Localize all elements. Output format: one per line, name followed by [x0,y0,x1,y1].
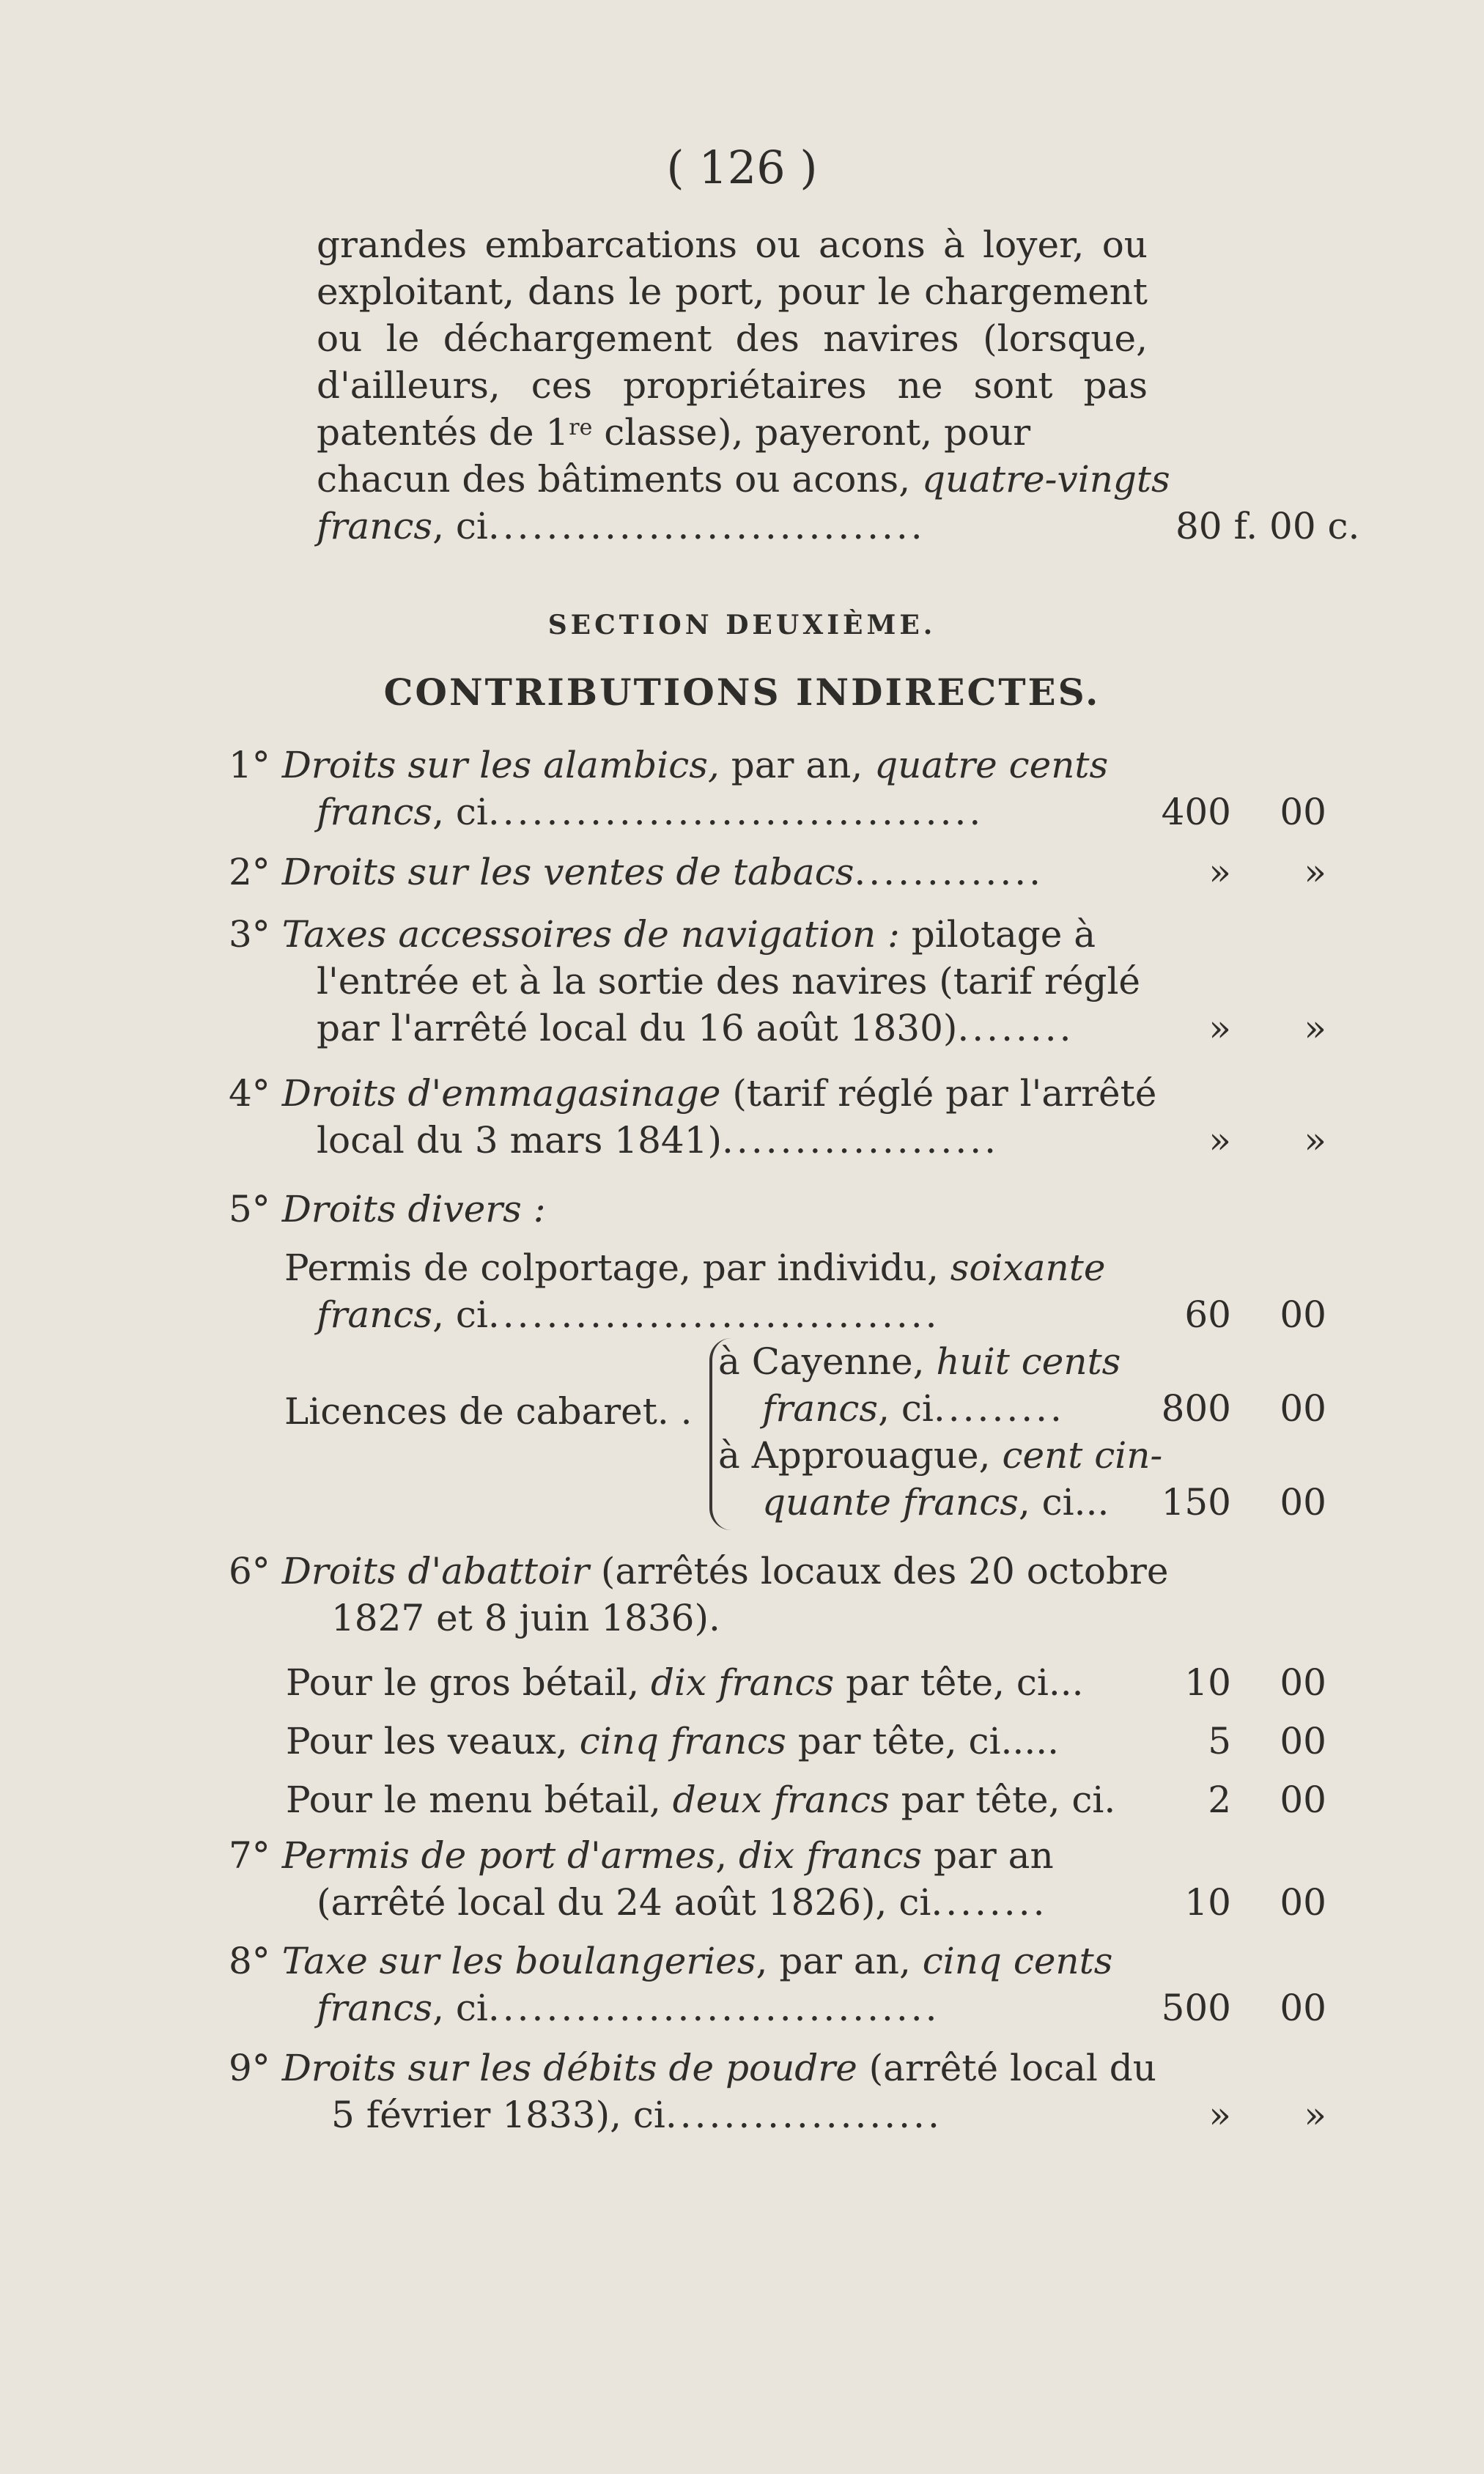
item-2-number: 2° [229,851,270,893]
cabaret-cayenne-words: huit cents [936,1340,1121,1383]
veaux-amount-2: 00 [1280,1720,1326,1762]
colportage-francs: francs [317,1293,433,1336]
intro-line-5-sup: re [569,415,593,440]
menu-betail-ci: par tête, ci. [889,1779,1116,1821]
item-9-amount-1: » [1208,2094,1231,2136]
item-1-number: 1° [229,744,270,786]
item-4-text-2: local du 3 mars 1841) [317,1119,723,1162]
item-6-line-1 [229,1548,1169,1595]
veaux-amount-1: 5 [1208,1720,1231,1762]
item-7-number: 7° [229,1834,270,1877]
item-7-line-1 [229,1832,1054,1879]
item-6-number: 6° [229,1550,270,1592]
item-1-text-1: par an, [719,744,875,786]
item-9-line-1 [229,2045,1156,2091]
item-9-text-2: 5 février 1833), ci [331,2094,665,2136]
cabaret-francs: francs [762,1387,879,1430]
item-8-amount-2: 00 [1280,1987,1326,2029]
item-1-line-2 [317,789,983,835]
item-3-line-1 [229,911,1096,958]
item-8-amount-1: 500 [1161,1987,1231,2029]
item-8-text-1: , par an, [756,1940,923,1982]
intro-line-4: d'ailleurs, ces propriétaires ne sont pas [317,364,1148,407]
veaux-line [286,1718,1059,1765]
item-4-line-1 [229,1070,1156,1117]
veaux-ci: par tête, ci..... [786,1720,1059,1762]
item-2-title: Droits sur les ventes de tabacs [281,851,854,893]
gros-betail-text: Pour le gros bétail, [286,1661,651,1704]
item-9-line-2 [331,2091,942,2138]
cabaret-approuague-ci: , ci... [1018,1481,1110,1524]
item-9-dots: ................... [665,2094,942,2136]
item-4-line-2 [317,1117,999,1164]
item-8-line-2 [317,1984,940,2031]
item-8-francs: francs [317,1987,433,2029]
item-4-title: Droits d'emmagasinage [281,1072,721,1115]
item-4-amount-1: » [1208,1119,1231,1162]
item-3-line-2: l'entrée et à la sortie des navires (tarif réglé [317,960,1141,1002]
menu-betail-line [286,1776,1115,1823]
colportage-amount-1: 60 [1184,1293,1231,1336]
cabaret-ci: , ci [878,1387,934,1430]
cabaret-line-3 [718,1432,1162,1479]
gros-betail-price: dix francs [651,1661,835,1704]
intro-line-3: ou le déchargement des navires (lorsque, [317,317,1148,360]
cabaret-cayenne-amount-2: 00 [1280,1387,1326,1430]
item-7-text-3: par an [922,1834,1054,1877]
item-8-ci: , ci [432,1987,488,2029]
intro-line-7a: francs [317,505,433,547]
menu-betail-price: deux francs [672,1779,890,1821]
intro-line-7b: , ci [432,505,488,547]
cabaret-line-1 [718,1338,1121,1385]
intro-line-5a: patentés de 1 [317,411,569,454]
veaux-price: cinq francs [579,1720,786,1762]
item-6-text-1: (arrêtés locaux des 20 octobre [589,1550,1169,1592]
item-2-line-1 [229,849,1044,896]
cabaret-line-4 [762,1479,1109,1526]
intro-line-2: exploitant, dans le port, pour le chargement [317,270,1148,313]
item-8-dots: ............................... [487,1987,940,2029]
item-9-number: 9° [229,2047,270,2089]
item-6-line-2: 1827 et 8 juin 1836). [331,1597,720,1639]
item-1-text-2: quatre cents [874,744,1109,786]
item-7-text-4: (arrêté local du 24 août 1826), ci [317,1881,931,1924]
cabaret-approuague-amount-1: 150 [1161,1481,1231,1524]
gros-betail-ci: par tête, ci... [834,1661,1084,1704]
colportage-dots: ............................... [487,1293,940,1336]
item-4-number: 4° [229,1072,270,1115]
gros-betail-amount-1: 10 [1184,1661,1231,1704]
intro-dots: .............................. [487,505,926,547]
item-7-text-1: , [715,1834,739,1877]
colportage-line-2 [317,1291,940,1338]
section-title: SECTION DEUXIÈME. [547,610,937,640]
item-1-amount-1: 400 [1161,791,1231,833]
colportage-line-1 [284,1244,1105,1291]
menu-betail-amount-2: 00 [1280,1779,1326,1821]
item-4-text-1: (tarif réglé par l'arrêté [720,1072,1157,1115]
item-4-amount-2: » [1304,1119,1326,1162]
main-heading: CONTRIBUTIONS INDIRECTES. [383,671,1101,714]
item-7-line-2 [317,1879,1048,1926]
cabaret-cayenne-amount-1: 800 [1161,1387,1231,1430]
item-3-amount-1: » [1208,1007,1231,1049]
item-3-amount-2: » [1304,1007,1326,1049]
item-3-title: Taxes accessoires de navigation : [281,913,900,956]
cabaret-dots: ......... [933,1387,1065,1430]
item-9-amount-2: » [1304,2094,1326,2136]
item-8-text-2: cinq cents [922,1940,1113,1982]
item-1-dots: .................................. [487,791,984,833]
gros-betail-line [286,1659,1084,1706]
gros-betail-amount-2: 00 [1280,1661,1326,1704]
cabaret-line-2 [762,1385,1065,1432]
item-7-title: Permis de port d'armes [281,1834,716,1877]
item-3-text-1: pilotage à [899,913,1096,956]
item-8-line-1 [229,1938,1112,1984]
item-2-amount-2: » [1304,851,1326,893]
item-1-amount-2: 00 [1280,791,1326,833]
colportage-ci: , ci [432,1293,488,1336]
cabaret-approuague-words-2: quante francs [762,1481,1019,1524]
item-2-dots: ............. [854,851,1044,893]
item-6-title: Droits d'abattoir [281,1550,590,1592]
cabaret-approuague: à Approuague, [718,1434,1003,1477]
item-1-line-1 [229,742,1108,789]
cabaret-label: Licences de cabaret. . [284,1390,693,1433]
item-7-dots: ........ [931,1881,1048,1924]
intro-amount: 80 f. 00 c. [1175,505,1360,547]
intro-line-6a: chacun des bâtiments ou acons, [317,458,922,501]
item-5-number: 5° [229,1188,270,1230]
menu-betail-amount-1: 2 [1208,1779,1231,1821]
cabaret-approuague-amount-2: 00 [1280,1481,1326,1524]
intro-line-5 [317,409,1148,456]
intro-line-6b: quatre-vingts [921,458,1170,501]
intro-line-7 [317,503,1148,550]
item-3-number: 3° [229,913,270,956]
intro-line-1: grandes embarcations ou acons à loyer, ou [317,224,1148,266]
colportage-amount-2: 00 [1280,1293,1326,1336]
item-3-line-3 [317,1005,1074,1052]
item-3-dots: ........ [957,1007,1074,1049]
item-1-title: Droits sur les alambics, [281,744,720,786]
item-7-amount-1: 10 [1184,1881,1231,1924]
page-number: ( 126 ) [666,141,818,194]
menu-betail-text: Pour le menu bétail, [286,1779,673,1821]
intro-line-6 [317,456,1170,503]
item-1-francs: francs [317,791,433,833]
item-9-text-1: (arrêté local du [857,2047,1156,2089]
item-5-line-1 [229,1186,546,1233]
item-2-amount-1: » [1208,851,1231,893]
item-7-text-2: dix francs [738,1834,923,1877]
item-7-amount-2: 00 [1280,1881,1326,1924]
intro-line-5b: classe), payeront, pour [592,411,1031,454]
item-3-text-3: par l'arrêté local du 16 août 1830) [317,1007,958,1049]
cabaret-cayenne: à Cayenne, [718,1340,937,1383]
colportage-amount-words: soixante [950,1247,1106,1289]
colportage-text: Permis de colportage, par individu, [284,1247,950,1289]
item-9-title: Droits sur les débits de poudre [281,2047,857,2089]
cabaret-approuague-words: cent cin- [1002,1434,1163,1477]
veaux-text: Pour les veaux, [286,1720,580,1762]
item-8-number: 8° [229,1940,270,1982]
item-5-title: Droits divers : [281,1188,546,1230]
item-1-ci: , ci [432,791,488,833]
item-8-title: Taxe sur les boulangeries [281,1940,756,1982]
item-4-dots: ................... [722,1119,1000,1162]
